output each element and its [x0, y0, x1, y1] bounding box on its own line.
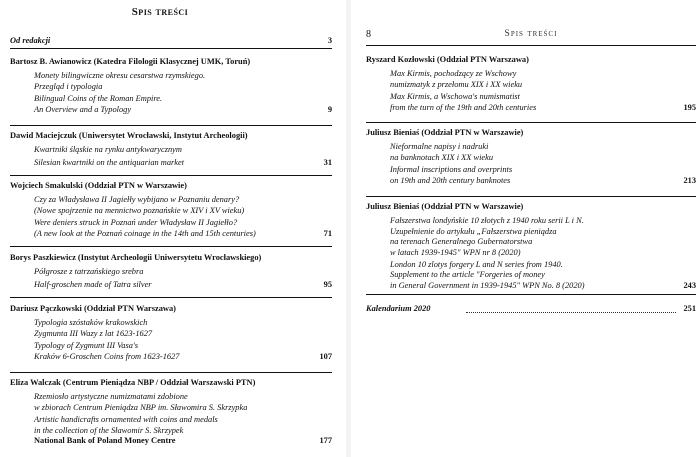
title-polish: [10, 392, 332, 413]
title-line: London 10 zlotys forgery L and N series from 1940.: [390, 260, 563, 270]
separator-line: [10, 175, 332, 176]
entry-titles: [10, 145, 332, 168]
right-page: [352, 0, 700, 457]
entry-author: Juliusz Bieniaś (Oddział PTN w Warszawie): [366, 202, 524, 211]
title-line: Kraków 6-Groschen Coins from 1623-1627: [34, 351, 180, 361]
title-line: Typologia szóstaków krakowskich: [34, 318, 148, 328]
toc-entry[interactable]: [10, 131, 332, 168]
entry-titles: [10, 318, 332, 362]
leader-dots: [466, 312, 676, 313]
toc-entry-front-matter[interactable]: [10, 36, 332, 46]
entry-author: Eliza Walczak (Centrum Pieniądza NBP / Oddział Warszawski PTN): [10, 378, 256, 387]
title-line: in the collection of the Sławomir S. Skrzypek: [34, 425, 184, 435]
entry-page: 243: [683, 280, 696, 290]
title-polish: [10, 195, 332, 216]
toc-title: Spis treści: [131, 6, 189, 18]
entry-author: Dawid Maciejczuk (Uniwersytet Wrocławski, Instytut Archeologii): [10, 131, 248, 140]
entry-page: 71: [323, 228, 332, 238]
title-polish: [366, 142, 696, 163]
running-header: [366, 29, 696, 43]
toc-entry[interactable]: [366, 128, 696, 186]
title-line: Rzemiosło artystyczne numizmatami zdobione: [34, 392, 188, 402]
title-english: [10, 415, 332, 446]
title-line: Were deniers struck in Poznań under Władysław II Jagiełło?: [34, 218, 238, 228]
entry-page: 213: [683, 175, 696, 185]
calendar-page: 251: [683, 304, 696, 313]
entry-author: Ryszard Kozłowski (Oddział PTN Warszawa): [366, 55, 529, 64]
title-line: Artistic handicrafts ornamented with coins and medals: [34, 415, 218, 425]
title-line: in General Government in 1939-1945" WPN No. 8 (2020): [390, 280, 585, 290]
entry-titles: [10, 71, 332, 115]
front-matter-page: 3: [327, 36, 332, 45]
entry-page: 195: [683, 102, 696, 112]
page-number: 8: [366, 29, 371, 40]
entry-page: 31: [323, 157, 332, 167]
title-line: Półgrosze z tatrzańskiego srebra: [34, 267, 144, 277]
separator-line: [10, 48, 332, 49]
title-line: na banknotach XIX i XX wieku: [390, 152, 494, 162]
entry-titles: [10, 195, 332, 239]
title-line: w zbiorach Centrum Pieniądza NBP im. Sławomira S. Skrzypka: [34, 402, 248, 412]
title-polish: [10, 145, 332, 155]
title-line: on 19th and 20th century banknotes: [390, 175, 511, 185]
toc-entry[interactable]: [10, 57, 332, 115]
entry-titles: [10, 392, 332, 446]
entry-author: Dariusz Pączkowski (Oddział PTN Warszawa): [10, 304, 176, 313]
title-line: numizmatyk z przełomu XIX i XX wieku: [390, 79, 523, 89]
title-english: [10, 94, 332, 115]
separator-line: [10, 125, 332, 126]
toc-entry[interactable]: [10, 181, 332, 239]
entry-page: 95: [323, 279, 332, 289]
entry-author: Wojciech Smakulski (Oddział PTN w Warszawie): [10, 181, 187, 190]
page-gutter: [346, 0, 351, 457]
running-title: Spis treści: [504, 29, 558, 39]
title-line: (Nowe spojrzenie na mennictwo poznańskie w XIV i XV wieku): [34, 205, 245, 215]
entry-titles: [366, 69, 696, 113]
toc-entry[interactable]: [10, 304, 332, 362]
title-line: National Bank of Poland Money Centre: [34, 436, 176, 446]
title-polish: [10, 71, 332, 92]
title-line: Typology of Zygmunt III Vasa's: [34, 341, 138, 351]
entry-page: 107: [319, 351, 332, 361]
title-polish: [10, 267, 332, 277]
separator-line: [10, 372, 332, 373]
title-line: w latach 1939-1945" WPN nr 8 (2020): [390, 247, 521, 257]
title-line: Half-groschen made of Tatra silver: [34, 279, 152, 289]
title-line: Przegląd i typologia: [34, 81, 103, 91]
title-line: na terenach Generalnego Gubernatorstwa: [390, 237, 533, 247]
separator-line: [366, 196, 696, 197]
toc-entry[interactable]: [366, 202, 696, 291]
title-polish: [366, 216, 696, 258]
title-english: [366, 260, 696, 291]
entry-author: Juliusz Bieniaś (Oddział PTN w Warszawie): [366, 128, 524, 137]
separator-line: [366, 294, 696, 295]
toc-entry[interactable]: [10, 253, 332, 290]
title-line: Fałszerstwa londyńskie 10 złotych z 1940 roku serii L i N.: [390, 216, 584, 226]
toc-entry[interactable]: [10, 378, 332, 446]
separator-line: [366, 122, 696, 123]
toc-entry-calendar[interactable]: [366, 304, 696, 314]
calendar-label: Kalendarium 2020: [366, 304, 431, 313]
title-line: Zygmunta III Wazy z lat 1623-1627: [34, 328, 153, 338]
entry-page: 177: [319, 436, 332, 446]
title-line: (A new look at the Poznań coinage in the 14th and 15th centuries): [34, 228, 256, 238]
title-english: [366, 165, 696, 186]
entry-author: Borys Paszkiewicz (Instytut Archeologii Uniwersytetu Wrocławskiego): [10, 253, 262, 262]
title-english: [10, 218, 332, 239]
title-line: Kwartniki śląskie na rynku antykwarycznym: [34, 145, 182, 155]
separator-line: [10, 297, 332, 298]
entry-titles: [366, 142, 696, 186]
title-english: [10, 280, 332, 290]
title-line: Max Kirmis, a Wschowa's numismatist: [390, 92, 520, 102]
header-rule: [366, 45, 696, 46]
title-line: Bilingual Coins of the Roman Empire.: [34, 94, 163, 104]
title-line: Nieformalne napisy i nadruki: [390, 142, 489, 152]
title-line: from the turn of the 19th and 20th centuries: [390, 102, 537, 112]
title-line: Informal inscriptions and overprints: [390, 165, 513, 175]
title-english: [366, 92, 696, 113]
title-line: Monety bilingwiczne okresu cesarstwa rzymskiego.: [34, 71, 206, 81]
title-polish: [10, 318, 332, 339]
title-line: Czy za Władysława II Jagiełły wybijano w Poznaniu denary?: [34, 195, 240, 205]
title-english: [10, 158, 332, 168]
entry-titles: [10, 267, 332, 290]
toc-entry[interactable]: [366, 55, 696, 113]
title-line: Silesian kwartniki on the antiquarian market: [34, 157, 185, 167]
title-english: [10, 341, 332, 362]
title-line: Uzupełnienie do artykułu „Fałszerstwa pieniądza: [390, 226, 557, 236]
separator-line: [10, 246, 332, 247]
entry-titles: [366, 216, 696, 291]
title-line: Supplement to the article "Forgeries of money: [390, 270, 545, 280]
entry-page: 9: [327, 104, 332, 114]
front-matter-label: Od redakcji: [10, 36, 51, 45]
left-page: [0, 0, 345, 457]
title-line: An Overview and a Typology: [34, 104, 132, 114]
title-polish: [366, 69, 696, 90]
entry-author: Bartosz B. Awianowicz (Katedra Filologii Klasycznej UMK, Toruń): [10, 57, 251, 66]
title-line: Max Kirmis, pochodzący ze Wschowy: [390, 69, 517, 79]
